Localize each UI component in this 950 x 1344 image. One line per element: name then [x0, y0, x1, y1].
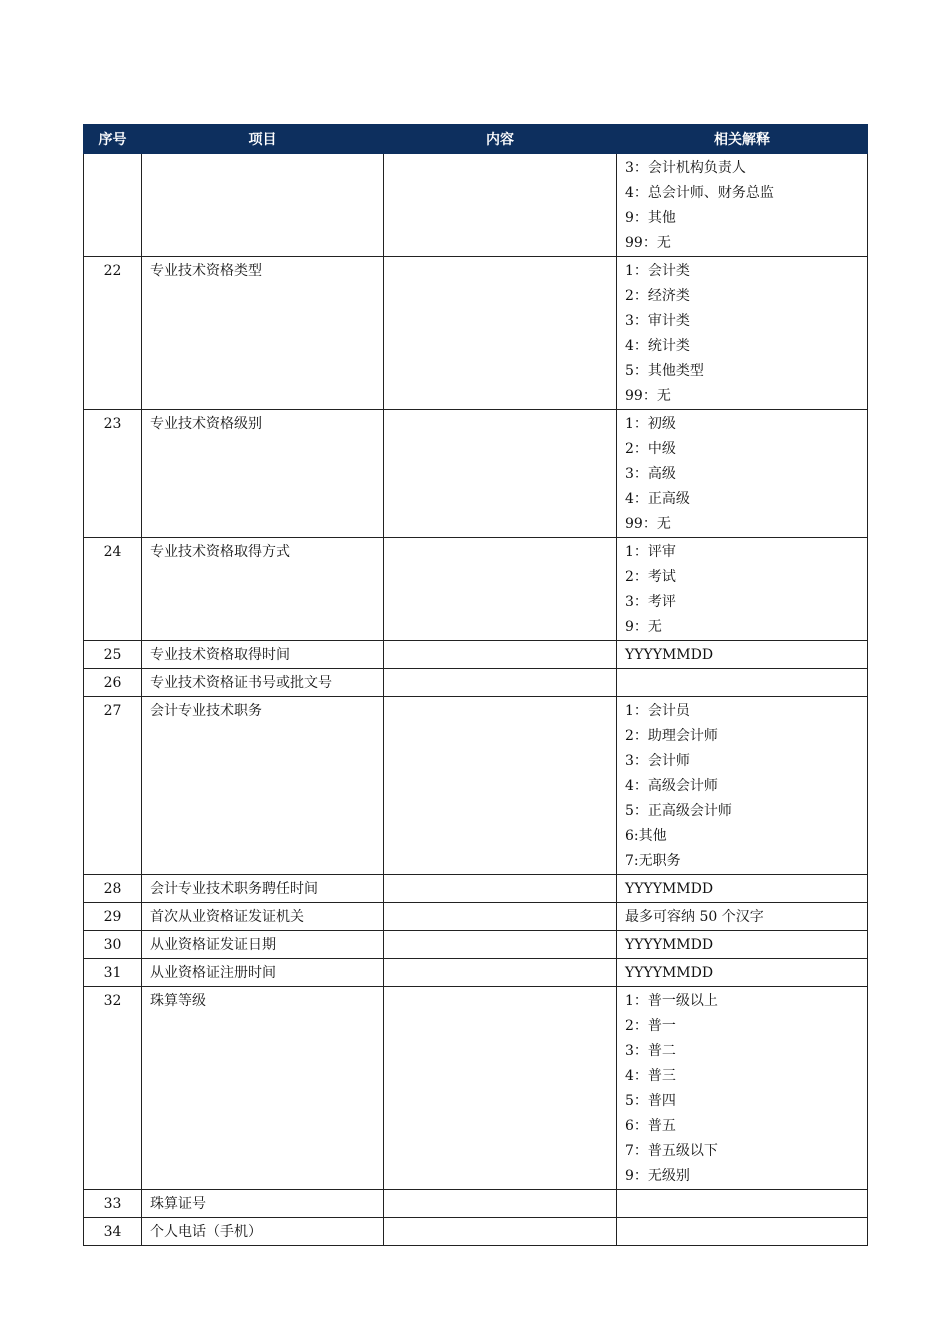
explanation-line: 4：统计类	[625, 338, 690, 354]
row-content	[384, 641, 617, 669]
explanation-line: 5：正高级会计师	[625, 803, 732, 819]
row-content	[384, 959, 617, 987]
explanation-line: YYYYMMDD	[625, 881, 714, 897]
explanation-line: 5：其他类型	[625, 363, 704, 379]
table-row	[84, 987, 868, 1190]
explanation-line: 3：会计机构负责人	[625, 160, 746, 176]
explanation-line: 4：普三	[625, 1068, 676, 1084]
row-number: 34	[84, 1218, 142, 1246]
row-item: 珠算等级	[142, 987, 384, 1190]
row-explanation	[617, 410, 868, 538]
table-body	[84, 154, 868, 1246]
explanation-line: 4：总会计师、财务总监	[625, 185, 774, 201]
explanation-line: 7:无职务	[625, 853, 681, 869]
table-row	[84, 959, 868, 987]
row-content	[384, 154, 617, 257]
row-item	[142, 154, 384, 257]
explanation-line: 99：无	[625, 235, 671, 251]
header-explanation: 相关解释	[617, 125, 868, 154]
row-content	[384, 410, 617, 538]
row-item: 会计专业技术职务聘任时间	[142, 875, 384, 903]
row-content	[384, 697, 617, 875]
row-content	[384, 903, 617, 931]
explanation-line: 7：普五级以下	[625, 1143, 718, 1159]
explanation-line: 99：无	[625, 516, 671, 532]
row-explanation	[617, 697, 868, 875]
row-number: 30	[84, 931, 142, 959]
row-number: 22	[84, 257, 142, 410]
explanation-line: 9：无级别	[625, 1168, 690, 1184]
table-row	[84, 931, 868, 959]
row-item: 专业技术资格证书号或批文号	[142, 669, 384, 697]
explanation-line: 2：助理会计师	[625, 728, 718, 744]
explanation-line: YYYYMMDD	[625, 647, 714, 663]
row-number: 32	[84, 987, 142, 1190]
row-item: 从业资格证注册时间	[142, 959, 384, 987]
table-row	[84, 903, 868, 931]
row-number	[84, 154, 142, 257]
table-row	[84, 1218, 868, 1246]
row-explanation	[617, 1190, 868, 1218]
row-item: 个人电话（手机）	[142, 1218, 384, 1246]
table-row	[84, 257, 868, 410]
row-explanation	[617, 875, 868, 903]
explanation-line: 6：普五	[625, 1118, 676, 1134]
explanation-line	[625, 671, 859, 696]
explanation-line: 最多可容纳 50 个汉字	[625, 909, 764, 925]
row-number: 28	[84, 875, 142, 903]
explanation-line: 1：会计员	[625, 703, 690, 719]
row-explanation	[617, 931, 868, 959]
row-number: 31	[84, 959, 142, 987]
explanation-line: 6:其他	[625, 828, 667, 844]
row-item: 专业技术资格取得时间	[142, 641, 384, 669]
row-explanation	[617, 641, 868, 669]
header-seq: 序号	[84, 125, 142, 154]
explanation-line: 4：高级会计师	[625, 778, 718, 794]
row-explanation	[617, 538, 868, 641]
table-header-row	[84, 125, 868, 154]
row-content	[384, 987, 617, 1190]
explanation-line: 1：评审	[625, 544, 676, 560]
explanation-line: 1：会计类	[625, 263, 690, 279]
explanation-line	[625, 1220, 859, 1245]
explanation-line: 3：高级	[625, 466, 676, 482]
table-row	[84, 875, 868, 903]
header-content: 内容	[384, 125, 617, 154]
table-row	[84, 154, 868, 257]
row-content	[384, 257, 617, 410]
row-number: 33	[84, 1190, 142, 1218]
explanation-line: 9：无	[625, 619, 662, 635]
row-content	[384, 1218, 617, 1246]
explanation-line: 1：普一级以上	[625, 993, 718, 1009]
row-number: 24	[84, 538, 142, 641]
row-explanation	[617, 1218, 868, 1246]
header-item: 项目	[142, 125, 384, 154]
row-number: 29	[84, 903, 142, 931]
row-number: 23	[84, 410, 142, 538]
explanation-line: 2：考试	[625, 569, 676, 585]
row-content	[384, 875, 617, 903]
row-explanation	[617, 154, 868, 257]
explanation-line: 1：初级	[625, 416, 676, 432]
explanation-line: 2：经济类	[625, 288, 690, 304]
row-content	[384, 931, 617, 959]
explanation-line: 99：无	[625, 388, 671, 404]
row-number: 27	[84, 697, 142, 875]
explanation-line: 4：正高级	[625, 491, 690, 507]
row-explanation	[617, 669, 868, 697]
explanation-line: 3：考评	[625, 594, 676, 610]
explanation-line: 3：审计类	[625, 313, 690, 329]
explanation-line: 5：普四	[625, 1093, 676, 1109]
row-number: 26	[84, 669, 142, 697]
row-item: 从业资格证发证日期	[142, 931, 384, 959]
table-row	[84, 697, 868, 875]
table-row	[84, 538, 868, 641]
row-item: 珠算证号	[142, 1190, 384, 1218]
row-item: 会计专业技术职务	[142, 697, 384, 875]
table-row	[84, 669, 868, 697]
explanation-line: 3：会计师	[625, 753, 690, 769]
row-explanation	[617, 257, 868, 410]
row-explanation	[617, 987, 868, 1190]
info-table	[83, 124, 868, 1246]
explanation-line	[625, 1192, 859, 1217]
row-item: 专业技术资格类型	[142, 257, 384, 410]
explanation-line: 2：普一	[625, 1018, 676, 1034]
row-explanation	[617, 903, 868, 931]
row-explanation	[617, 959, 868, 987]
table-row	[84, 410, 868, 538]
row-number: 25	[84, 641, 142, 669]
row-item: 首次从业资格证发证机关	[142, 903, 384, 931]
explanation-line: 9：其他	[625, 210, 676, 226]
table-row	[84, 641, 868, 669]
row-item: 专业技术资格级别	[142, 410, 384, 538]
row-content	[384, 1190, 617, 1218]
row-item: 专业技术资格取得方式	[142, 538, 384, 641]
row-content	[384, 669, 617, 697]
row-content	[384, 538, 617, 641]
table-row	[84, 1190, 868, 1218]
explanation-line: 2：中级	[625, 441, 676, 457]
explanation-line: YYYYMMDD	[625, 937, 714, 953]
explanation-line: YYYYMMDD	[625, 965, 714, 981]
explanation-line: 3：普二	[625, 1043, 676, 1059]
